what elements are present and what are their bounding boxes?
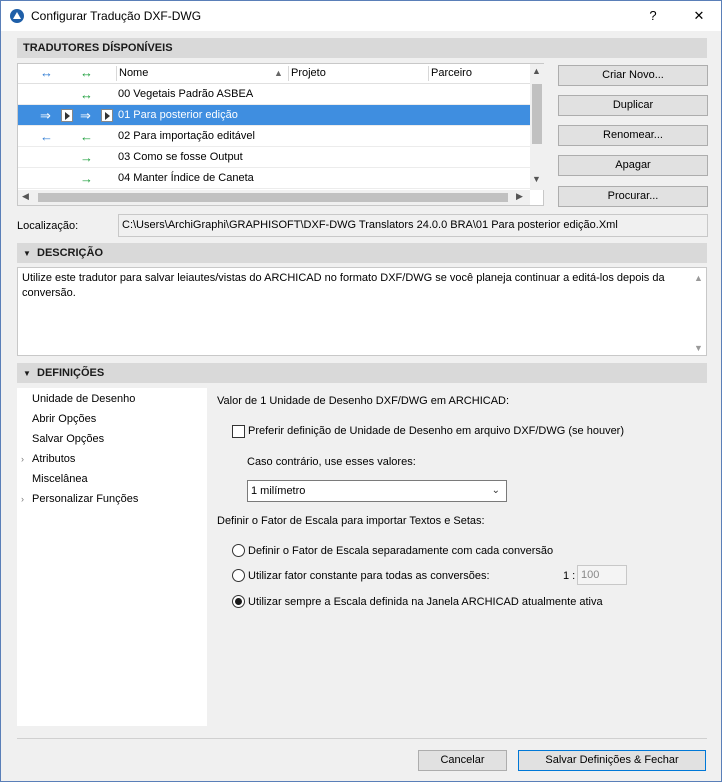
list-vertical-scrollbar[interactable]: [530, 64, 544, 190]
translator-row-selected[interactable]: [18, 105, 530, 126]
scroll-up-icon[interactable]: ▲: [694, 273, 703, 283]
radio-separate-scale[interactable]: [232, 544, 245, 557]
nav-item-save-options[interactable]: Salvar Opções: [32, 433, 105, 445]
radio-separate-scale-label[interactable]: Definir o Fator de Escala separadamente com cada conversão: [248, 545, 554, 557]
nav-item-open-options[interactable]: Abrir Opções: [32, 413, 97, 425]
description-text: Utilize este tradutor para salvar leiautes/vistas do ARCHICAD no formato DXF/DWG se você planeja continuar a editá-los depois da conversão.: [22, 272, 665, 299]
expand-arrow-icon[interactable]: ›: [21, 494, 24, 504]
chevron-down-icon: ⌄: [491, 485, 500, 496]
save-and-close-button[interactable]: Salvar Definições & Fechar: [518, 750, 706, 771]
translators-section-header: [17, 38, 707, 58]
help-button[interactable]: ?: [649, 8, 657, 23]
collapse-triangle-icon: ▼: [23, 249, 31, 258]
column-open-icon[interactable]: ↔: [40, 65, 53, 80]
scroll-left-icon[interactable]: ◀: [22, 191, 29, 201]
location-label: Localização:: [17, 220, 79, 232]
otherwise-label: Caso contrário, use esses valores:: [247, 456, 416, 468]
drawing-unit-select[interactable]: [247, 480, 507, 502]
column-divider: [116, 66, 117, 81]
cancel-button[interactable]: Cancelar: [418, 750, 507, 771]
browse-button[interactable]: Procurar...: [558, 186, 708, 207]
sort-ascending-icon: ▲: [274, 68, 283, 78]
translator-row[interactable]: [18, 84, 530, 105]
description-section-header[interactable]: [17, 243, 707, 263]
ratio-prefix: 1 :: [563, 570, 576, 582]
scroll-down-icon[interactable]: ▼: [532, 174, 541, 184]
translator-row[interactable]: [18, 147, 530, 168]
new-translator-button[interactable]: Criar Novo...: [558, 65, 708, 86]
translator-name: 02 Para importação editável: [118, 130, 255, 142]
translators-list[interactable]: [17, 63, 544, 206]
scale-ratio-field[interactable]: 100: [577, 565, 627, 585]
save-default-icon: ⇒: [80, 108, 91, 123]
scroll-up-icon[interactable]: ▲: [532, 66, 541, 76]
column-save-icon[interactable]: ↔: [80, 65, 93, 80]
radio-constant-factor-label[interactable]: Utilizar fator constante para todas as conversões:: [248, 570, 490, 582]
rename-button[interactable]: Renomear...: [558, 125, 708, 146]
radio-window-scale-label[interactable]: Utilizar sempre a Escala definida na Janela ARCHICAD atualmente ativa: [248, 596, 603, 608]
collapse-triangle-icon: ▼: [23, 369, 31, 378]
column-divider: [428, 66, 429, 81]
list-header: [18, 64, 530, 84]
save-direction-icon: ↔: [80, 87, 93, 102]
open-play-icon[interactable]: [61, 109, 73, 122]
location-field: C:\Users\ArchiGraphi\GRAPHISOFT\DXF-DWG Translators 24.0.0 BRA\01 Para posterior edição.Xml: [118, 214, 708, 237]
radio-constant-factor[interactable]: [232, 569, 245, 582]
translator-name: 03 Como se fosse Output: [118, 151, 243, 163]
definitions-section-header[interactable]: [17, 363, 707, 383]
save-direction-icon: →: [80, 150, 93, 165]
nav-item-attributes[interactable]: Atributos: [32, 453, 76, 465]
scroll-down-icon[interactable]: ▼: [694, 343, 703, 353]
translator-row[interactable]: [18, 168, 530, 189]
scale-factor-heading: Definir o Fator de Escala para importar Textos e Setas:: [217, 515, 485, 527]
save-play-icon[interactable]: [101, 109, 113, 122]
save-direction-icon: →: [80, 171, 93, 186]
window-title: Configurar Tradução DXF-DWG: [31, 9, 202, 23]
translator-name: 01 Para posterior edição: [118, 109, 238, 121]
archicad-app-icon: [9, 8, 25, 24]
save-direction-icon: ←: [80, 129, 93, 144]
title-bar: [1, 1, 721, 31]
definitions-section-title: DEFINIÇÕES: [37, 367, 105, 379]
expand-arrow-icon[interactable]: ›: [21, 454, 24, 464]
drawing-unit-heading: Valor de 1 Unidade de Desenho DXF/DWG em ARCHICAD:: [217, 395, 510, 407]
translator-name: 00 Vegetais Padrão ASBEA: [118, 88, 254, 100]
prefer-unit-label[interactable]: Preferir definição de Unidade de Desenho em arquivo DXF/DWG (se houver): [248, 425, 625, 437]
scroll-right-icon[interactable]: ▶: [516, 191, 523, 201]
description-section-title: DESCRIÇÃO: [37, 247, 104, 259]
translator-name: 04 Manter Índice de Caneta: [118, 172, 254, 184]
description-text-area[interactable]: [17, 267, 707, 356]
scroll-thumb[interactable]: [532, 84, 542, 144]
footer-divider: [17, 738, 707, 739]
radio-window-scale[interactable]: [232, 595, 245, 608]
description-scrollbar[interactable]: [691, 269, 705, 354]
definitions-nav: [17, 388, 207, 726]
open-default-icon: ⇒: [40, 108, 51, 123]
nav-item-customize-functions[interactable]: Personalizar Funções: [32, 493, 139, 505]
column-name[interactable]: Nome: [119, 67, 149, 79]
column-project[interactable]: Projeto: [291, 67, 326, 79]
column-partner[interactable]: Parceiro: [431, 67, 472, 79]
prefer-unit-checkbox[interactable]: [232, 425, 245, 438]
duplicate-button[interactable]: Duplicar: [558, 95, 708, 116]
translators-section-title: TRADUTORES DÍSPONÍVEIS: [23, 42, 173, 54]
scroll-thumb[interactable]: [38, 193, 508, 202]
list-horizontal-scrollbar[interactable]: [18, 190, 530, 205]
close-button[interactable]: ✕: [693, 8, 705, 23]
nav-item-miscellaneous[interactable]: Miscelânea: [32, 473, 88, 485]
nav-item-drawing-unit[interactable]: Unidade de Desenho: [32, 393, 136, 405]
delete-button[interactable]: Apagar: [558, 155, 708, 176]
open-direction-icon: ←: [40, 129, 53, 144]
translator-row[interactable]: [18, 126, 530, 147]
column-divider: [288, 66, 289, 81]
drawing-unit-value: 1 milímetro: [251, 485, 306, 497]
